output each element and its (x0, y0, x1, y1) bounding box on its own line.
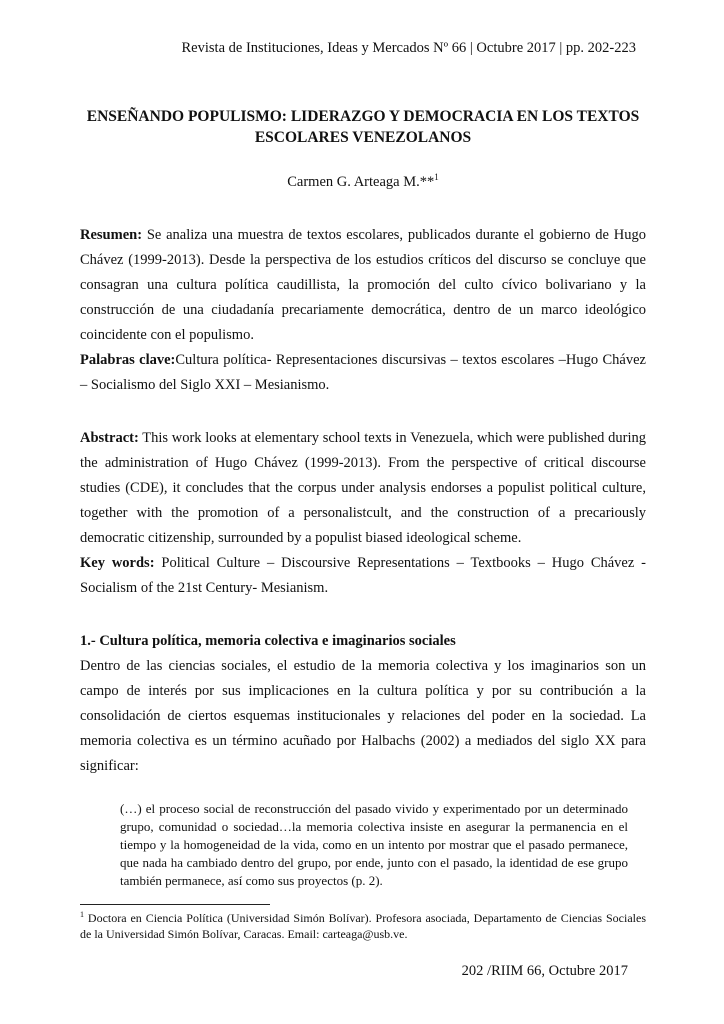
body-paragraph: Dentro de las ciencias sociales, el estudio de la memoria colectiva y los imaginarios son un campo de interés por sus implicaciones en la cultura política y por su contribución a la consolidación de ciertos esquemas institucionales y relaciones del poder en la sociedad. La memoria colectiva es un término acuñado por Halbachs (2002) a mediados del siglo XX para significar: (80, 658, 646, 774)
palabras-clave-label: Palabras clave: (80, 352, 176, 368)
page-folio: 202 /RIIM 66, Octubre 2017 (461, 963, 628, 979)
block-quote: (…) el proceso social de reconstrucción del pasado vivido y experimentado por un determinado grupo, comunidad o sociedad…la memoria colectiva insiste en asegurar la permanencia en el tiempo y la homogeneidad de la vida, como en un intento por mostrar que el pasado permanece, que nada ha cambiado dentro del grupo, por ende, junto con el pasado, la identidad de ese grupo también permanece, así como sus proyectos (p. 2). (120, 801, 628, 888)
palabras-clave-paragraph (80, 348, 646, 398)
resumen-paragraph (80, 223, 646, 348)
resumen-text: Se analiza una muestra de textos escolares, publicados durante el gobierno de Hugo Chávez (1999-2013). Desde la perspectiva de los estudios críticos del discurso se concluye que consagran una cultura política caudillista, la promoción del culto cívico bolivariano y la construcción de una ciudadanía precariamente democrática, dentro de un marco ideológico coincidente con el populismo. (80, 227, 646, 343)
article-title: ENSEÑANDO POPULISMO: LIDERAZGO Y DEMOCRACIA EN LOS TEXTOS ESCOLARES VENEZOLANOS (86, 108, 640, 146)
abstract-text: This work looks at elementary school texts in Venezuela, which were published during the administration of Hugo Chávez (1999-2013). From the perspective of critical discourse studies (CDE), it concludes that the corpus under analysis endorses a populist political culture, together with the promotion of a personalistcult, and the construction of a precariously democratic citizenship, surrounded by a populist biased ideological scheme. (80, 430, 646, 546)
key-words-label: Key words: (80, 555, 155, 571)
resumen-label: Resumen: (80, 227, 143, 243)
footnote-text: Doctora en Ciencia Política (Universidad Simón Bolívar). Profesora asociada, Departamento de Ciencias Sociales de la Universidad Simón Bolívar, Caracas. Email: carteaga@usb.ve. (80, 911, 646, 941)
footnote-marker[interactable]: 1 (434, 172, 439, 183)
abstract-paragraph (80, 426, 646, 551)
running-head: Revista de Instituciones, Ideas y Mercados Nº 66 | Octubre 2017 | pp. 202-223 (181, 40, 636, 56)
palabras-clave-text: Cultura política- Representaciones discursivas – textos escolares –Hugo Chávez – Socialismo del Siglo XXI – Mesianismo. (80, 352, 646, 393)
author-line (80, 174, 646, 191)
key-words-text: Political Culture – Discoursive Representations – Textbooks – Hugo Chávez - Socialism of the 21st Century- Mesianism. (80, 555, 646, 596)
footnote-number: 1 (80, 910, 84, 919)
key-words-paragraph (80, 551, 646, 601)
abstract-label: Abstract: (80, 430, 139, 446)
footnote (80, 910, 646, 942)
section-heading: 1.- Cultura política, memoria colectiva e imaginarios sociales (80, 633, 456, 649)
footnote-divider (80, 904, 270, 905)
author-name: Carmen G. Arteaga M.** (287, 174, 435, 190)
